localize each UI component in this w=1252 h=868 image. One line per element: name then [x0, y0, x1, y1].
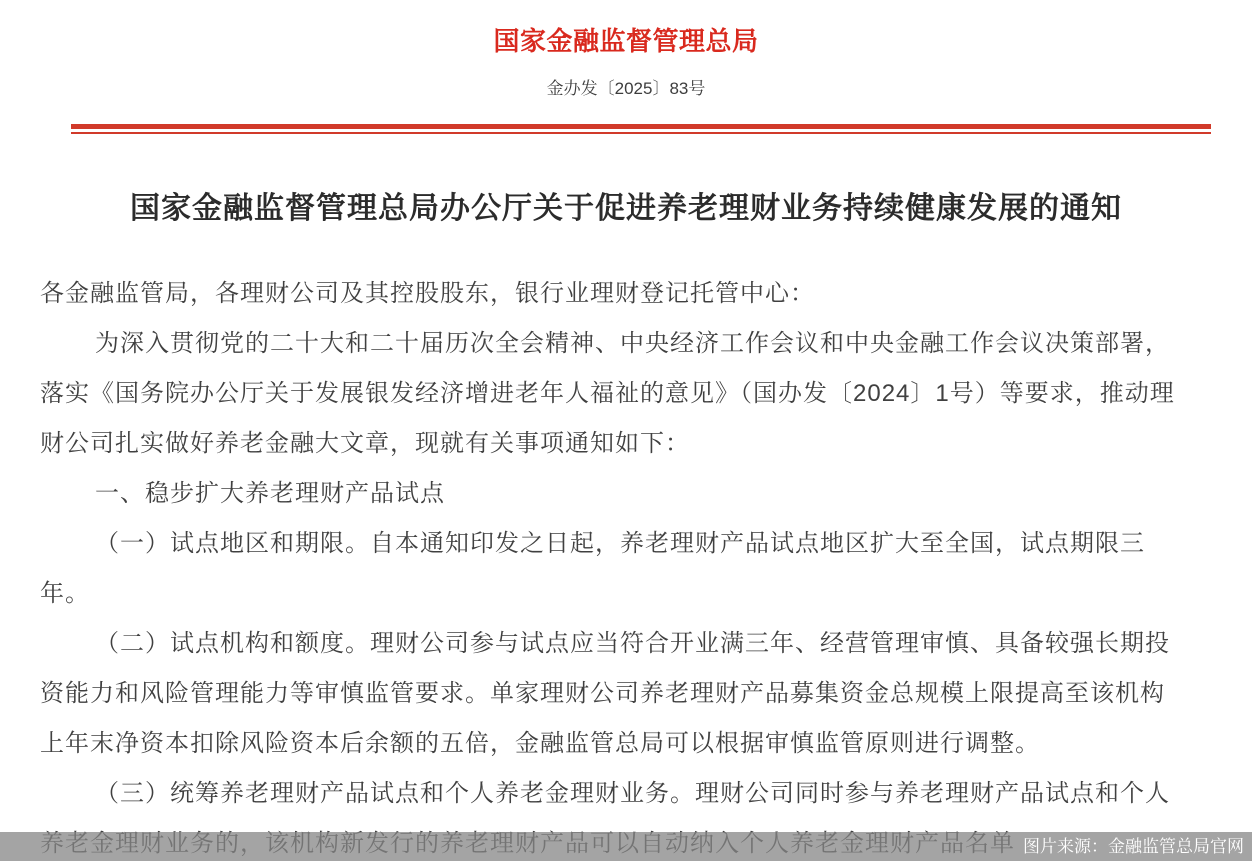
body-line: 年。 — [40, 580, 90, 607]
red-divider-thick-line — [71, 124, 1211, 129]
source-watermark-bar — [0, 832, 1252, 861]
red-divider-thin-line — [71, 132, 1211, 134]
body-line: 为深入贯彻党的二十大和二十届历次全会精神、中央经济工作会议和中央金融工作会议决策部署， — [95, 330, 1170, 357]
document-body — [40, 269, 1252, 868]
doc-number: 金办发〔2025〕83号 — [546, 79, 706, 98]
agency-title: 国家金融监督管理总局 — [493, 26, 759, 56]
body-line: （三）统筹养老理财产品试点和个人养老金理财业务。理财公司同时参与养老理财产品试点和个人 — [95, 780, 1170, 807]
red-divider — [71, 124, 1211, 134]
body-line: （一）试点地区和期限。自本通知印发之日起，养老理财产品试点地区扩大至全国，试点期限三 — [95, 530, 1145, 557]
source-watermark-text: 图片来源：金融监管总局官网 — [1023, 837, 1244, 856]
body-line: 资能力和风险管理能力等审慎监管要求。单家理财公司养老理财产品募集资金总规模上限提高至该机构 — [40, 680, 1165, 707]
document-title: 国家金融监督管理总局办公厅关于促进养老理财业务持续健康发展的通知 — [130, 192, 1122, 225]
body-line: 一、稳步扩大养老理财产品试点 — [95, 480, 445, 507]
body-line: （二）试点机构和额度。理财公司参与试点应当符合开业满三年、经营管理审慎、具备较强长期投 — [95, 630, 1170, 657]
body-line: 落实《国务院办公厅关于发展银发经济增进老年人福祉的意见》（国办发〔2024〕1号）等要求，推动理 — [40, 380, 1175, 407]
body-line: 财公司扎实做好养老金融大文章，现就有关事项通知如下： — [40, 430, 690, 457]
body-line: 上年末净资本扣除风险资本后余额的五倍，金融监管总局可以根据审慎监管原则进行调整。 — [40, 730, 1040, 757]
body-line: 各金融监管局，各理财公司及其控股股东，银行业理财登记托管中心： — [40, 280, 815, 307]
